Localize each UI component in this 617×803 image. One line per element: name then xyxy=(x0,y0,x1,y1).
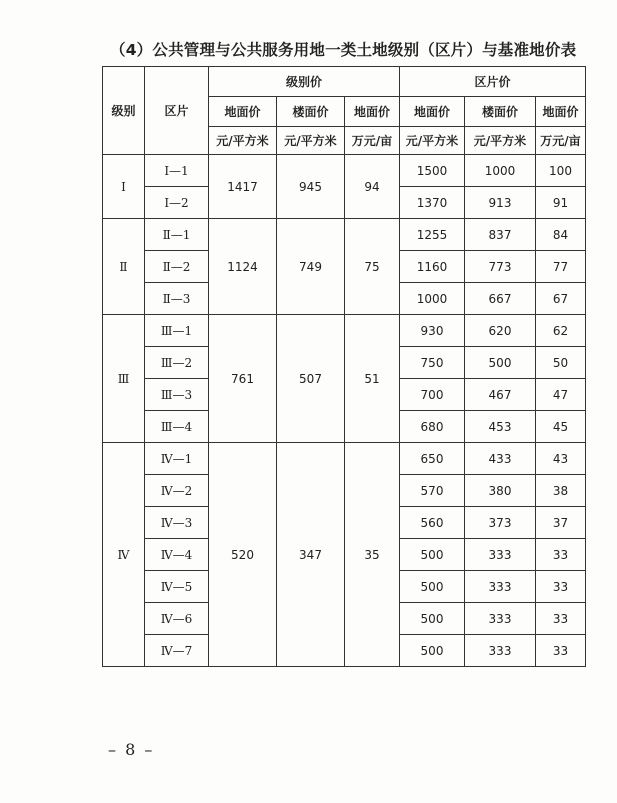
zone-land-price: 570 xyxy=(400,475,465,507)
header-zone-land-price: 地面价 xyxy=(400,97,465,127)
zone-land-price: 560 xyxy=(400,507,465,539)
zone-land-price: 500 xyxy=(400,603,465,635)
zone-land-price: 930 xyxy=(400,315,465,347)
header-floor-price: 楼面价 xyxy=(277,97,345,127)
zone-cell: Ⅳ—5 xyxy=(145,571,209,603)
zone-cell: Ⅳ—1 xyxy=(145,443,209,475)
header-level: 级别 xyxy=(103,67,145,155)
zone-floor-price: 433 xyxy=(465,443,536,475)
zone-land-price: 650 xyxy=(400,443,465,475)
level-mu-price: 94 xyxy=(345,155,400,219)
zone-floor-price: 1000 xyxy=(465,155,536,187)
page-number: – 8 – xyxy=(108,740,155,759)
header-level-price: 级别价 xyxy=(209,67,400,97)
header-land-price: 地面价 xyxy=(209,97,277,127)
header-land-price-mu: 地面价 xyxy=(345,97,400,127)
zone-mu-price: 37 xyxy=(536,507,586,539)
header-zone-price: 区片价 xyxy=(400,67,586,97)
level-floor-price: 507 xyxy=(277,315,345,443)
zone-land-price: 1255 xyxy=(400,219,465,251)
zone-cell: Ⅲ—4 xyxy=(145,411,209,443)
zone-land-price: 700 xyxy=(400,379,465,411)
level-mu-price: 75 xyxy=(345,219,400,315)
zone-land-price: 680 xyxy=(400,411,465,443)
zone-floor-price: 620 xyxy=(465,315,536,347)
level-cell: Ⅳ xyxy=(103,443,145,667)
zone-mu-price: 67 xyxy=(536,283,586,315)
zone-mu-price: 33 xyxy=(536,603,586,635)
zone-floor-price: 333 xyxy=(465,539,536,571)
header-zone: 区片 xyxy=(145,67,209,155)
zone-floor-price: 380 xyxy=(465,475,536,507)
zone-floor-price: 333 xyxy=(465,635,536,667)
zone-mu-price: 50 xyxy=(536,347,586,379)
zone-land-price: 1370 xyxy=(400,187,465,219)
level-floor-price: 945 xyxy=(277,155,345,219)
zone-cell: Ⅳ—4 xyxy=(145,539,209,571)
zone-mu-price: 38 xyxy=(536,475,586,507)
zone-cell: Ⅳ—6 xyxy=(145,603,209,635)
land-price-table xyxy=(102,66,586,667)
unit-yuan-sqm: 元/平方米 xyxy=(209,127,277,155)
zone-mu-price: 91 xyxy=(536,187,586,219)
level-cell: Ⅲ xyxy=(103,315,145,443)
zone-cell: Ⅲ—1 xyxy=(145,315,209,347)
page-title: （4）公共管理与公共服务用地一类土地级别（区片）与基准地价表 xyxy=(110,41,577,59)
zone-cell: Ⅲ—2 xyxy=(145,347,209,379)
level-land-price: 761 xyxy=(209,315,277,443)
unit-wan-mu: 万元/亩 xyxy=(345,127,400,155)
level-land-price: 1417 xyxy=(209,155,277,219)
zone-mu-price: 100 xyxy=(536,155,586,187)
level-mu-price: 35 xyxy=(345,443,400,667)
zone-floor-price: 500 xyxy=(465,347,536,379)
level-floor-price: 347 xyxy=(277,443,345,667)
unit-wan-mu: 万元/亩 xyxy=(536,127,586,155)
zone-mu-price: 62 xyxy=(536,315,586,347)
zone-floor-price: 837 xyxy=(465,219,536,251)
level-land-price: 520 xyxy=(209,443,277,667)
header-zone-land-price-mu: 地面价 xyxy=(536,97,586,127)
unit-yuan-sqm: 元/平方米 xyxy=(465,127,536,155)
zone-cell: Ⅳ—2 xyxy=(145,475,209,507)
zone-land-price: 500 xyxy=(400,571,465,603)
zone-mu-price: 47 xyxy=(536,379,586,411)
level-floor-price: 749 xyxy=(277,219,345,315)
level-cell: Ⅱ xyxy=(103,219,145,315)
zone-floor-price: 373 xyxy=(465,507,536,539)
zone-mu-price: 33 xyxy=(536,635,586,667)
zone-floor-price: 333 xyxy=(465,571,536,603)
zone-floor-price: 913 xyxy=(465,187,536,219)
zone-cell: Ⅱ—3 xyxy=(145,283,209,315)
zone-land-price: 500 xyxy=(400,635,465,667)
zone-cell: Ⅱ—1 xyxy=(145,219,209,251)
zone-mu-price: 77 xyxy=(536,251,586,283)
zone-mu-price: 33 xyxy=(536,539,586,571)
unit-yuan-sqm: 元/平方米 xyxy=(277,127,345,155)
zone-mu-price: 84 xyxy=(536,219,586,251)
level-mu-price: 51 xyxy=(345,315,400,443)
level-land-price: 1124 xyxy=(209,219,277,315)
unit-yuan-sqm: 元/平方米 xyxy=(400,127,465,155)
zone-floor-price: 667 xyxy=(465,283,536,315)
zone-land-price: 1160 xyxy=(400,251,465,283)
zone-floor-price: 453 xyxy=(465,411,536,443)
zone-cell: Ⅰ—2 xyxy=(145,187,209,219)
zone-floor-price: 333 xyxy=(465,603,536,635)
zone-mu-price: 43 xyxy=(536,443,586,475)
zone-mu-price: 45 xyxy=(536,411,586,443)
zone-floor-price: 467 xyxy=(465,379,536,411)
zone-land-price: 1500 xyxy=(400,155,465,187)
level-cell: Ⅰ xyxy=(103,155,145,219)
zone-cell: Ⅲ—3 xyxy=(145,379,209,411)
zone-cell: Ⅰ—1 xyxy=(145,155,209,187)
zone-cell: Ⅱ—2 xyxy=(145,251,209,283)
zone-floor-price: 773 xyxy=(465,251,536,283)
zone-cell: Ⅳ—7 xyxy=(145,635,209,667)
zone-land-price: 750 xyxy=(400,347,465,379)
zone-land-price: 1000 xyxy=(400,283,465,315)
zone-land-price: 500 xyxy=(400,539,465,571)
header-zone-floor-price: 楼面价 xyxy=(465,97,536,127)
zone-mu-price: 33 xyxy=(536,571,586,603)
zone-cell: Ⅳ—3 xyxy=(145,507,209,539)
